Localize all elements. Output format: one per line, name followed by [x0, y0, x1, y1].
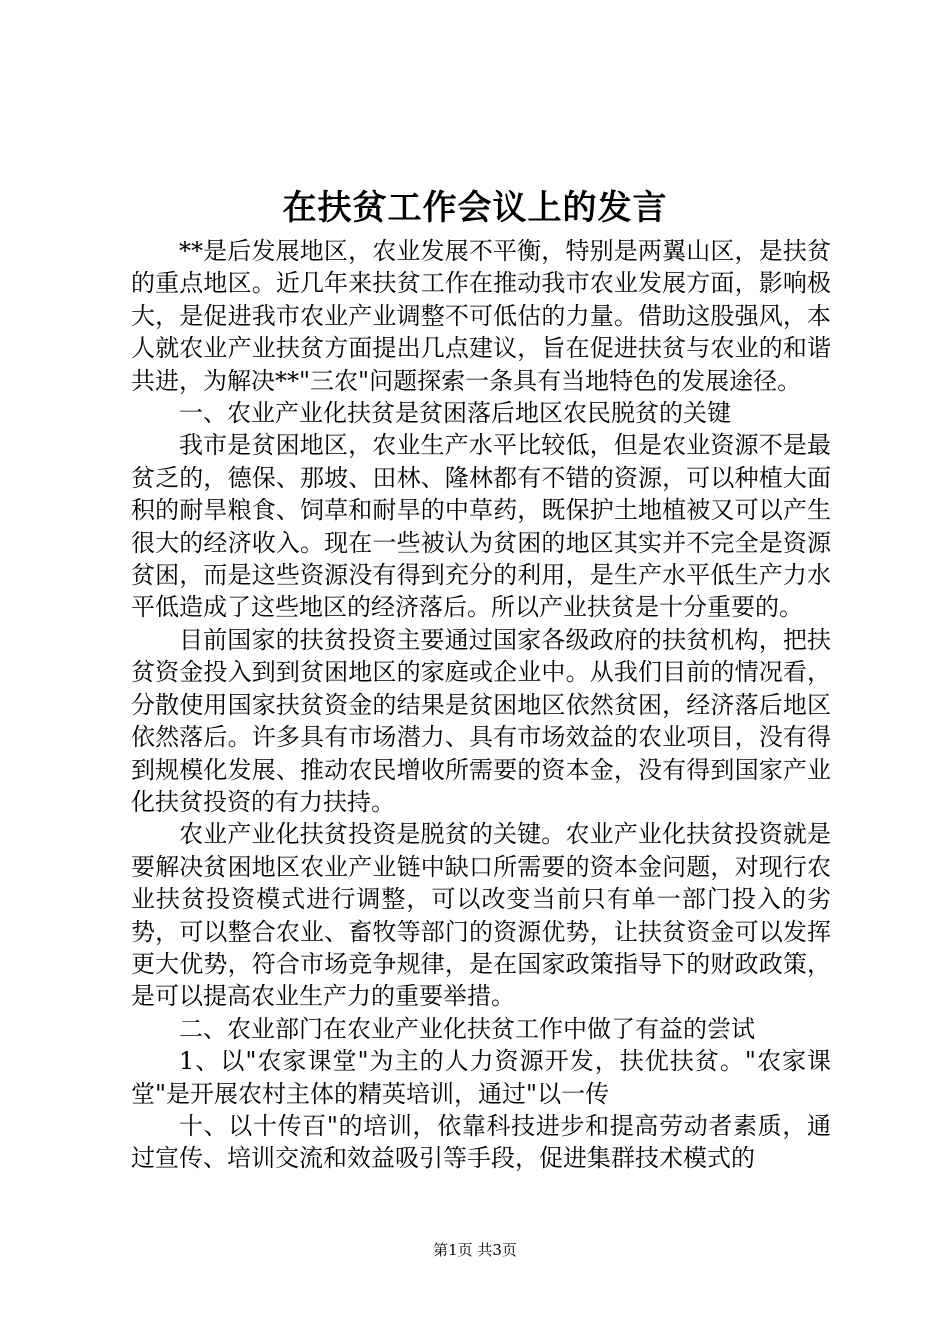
- paragraph-investment: 目前国家的扶贫投资主要通过国家各级政府的扶贫机构，把扶贫资金投入到到贫困地区的家庭或企业中。从我们目前的情况看，分散使用国家扶贫资金的结果是贫困地区依然贫困，经济落后地区依然落后。许多具有市场潜力、具有市场效益的农业项目，没有得到规模化发展、推动农民增收所需要的资本金，没有得到国家产业化扶贫投资的有力扶持。: [131, 625, 831, 816]
- section-heading-2: 二、农业部门在农业产业化扶贫工作中做了有益的尝试: [179, 1014, 755, 1043]
- paragraph-farm-classroom: 1、以"农家课堂"为主的人力资源开发，扶优扶贫。"农家课堂"是开展农村主体的精英培训，通过"以一传: [131, 1047, 831, 1108]
- paragraph-industrialization: 农业产业化扶贫投资是脱贫的关键。农业产业化扶贫投资就是要解决贫困地区农业产业链中缺口所需要的资本金问题，对现行农业扶贫投资模式进行调整，可以改变当前只有单一部门投入的劣势，可以整合农业、畜牧等部门的资源优势，让扶贫资金可以发挥更大优势，符合市场竞争规律，是在国家政策指导下的财政政策，是可以提高农业生产力的重要举措。: [131, 820, 831, 1011]
- section-heading-1: 一、农业产业化扶贫是贫困落后地区农民脱贫的关键: [179, 399, 731, 428]
- paragraph-resources: 我市是贫困地区，农业生产水平比较低，但是农业资源不是最贫乏的，德保、那坡、田林、隆林都有不错的资源，可以种植大面积的耐旱粮食、饲草和耐旱的中草药，既保护土地植被又可以产生很大的经济收入。现在一些被认为贫困的地区其实并不完全是资源贫困，而是这些资源没有得到充分的利用，是生产水平低生产力水平低造成了这些地区的经济落后。所以产业扶贫是十分重要的。: [131, 431, 831, 622]
- paragraph-training: 十、以十传百"的培训，依靠科技进步和提高劳动者素质，通过宣传、培训交流和效益吸引等手段，促进集群技术模式的: [131, 1111, 831, 1173]
- page-footer: 第1页 共3页: [433, 1241, 517, 1259]
- document-title: 在扶贫工作会议上的发言: [282, 188, 668, 228]
- document-body: [131, 235, 831, 1175]
- paragraph-intro: **是后发展地区，农业发展不平衡，特别是两翼山区，是扶贫的重点地区。近几年来扶贫工作在推动我市农业发展方面，影响极大，是促进我市农业产业调整不可低估的力量。借助这股强风，本人就农业产业扶贫方面提出几点建议，旨在促进扶贫与农业的和谐共进，为解决**"三农"问题探索一条具有当地特色的发展途径。: [131, 237, 831, 395]
